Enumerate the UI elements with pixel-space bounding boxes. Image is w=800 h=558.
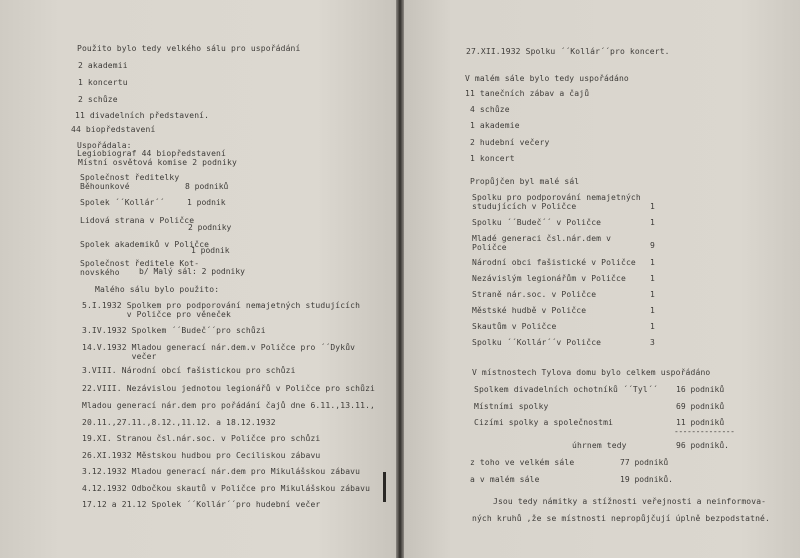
total-value: 11 podniků xyxy=(676,418,725,427)
book-gutter xyxy=(396,0,404,558)
organizer-name: Spolek akademiků v Poličce xyxy=(80,240,210,249)
small-hall-intro: Malého sálu bylo použito: xyxy=(95,285,220,294)
organizer-name: Lidová strana v Poličce xyxy=(80,216,195,225)
total-value: 69 podniků xyxy=(676,402,725,411)
event-line: 20.11.,27.11.,8.12.,11.12. a 18.12.1932 xyxy=(82,418,276,427)
lent-name: Národní obci fašistické v Poličce xyxy=(472,258,636,267)
lent-count: 1 xyxy=(650,218,655,227)
sum-value: 96 podniků. xyxy=(676,441,729,450)
organizer-value: 1 podnik xyxy=(187,198,226,207)
lent-count: 1 xyxy=(650,306,655,315)
lent-name: Městské hudbě v Poličce xyxy=(472,306,587,315)
lent-intro: Propůjčen byl malé sál xyxy=(470,177,580,186)
lent-name: Mladé generaci čsl.nár.dem v Poličce xyxy=(472,234,612,252)
event-line: 19.XI. Stranou čsl.nár.soc. v Poličce pro schůzi xyxy=(82,434,321,443)
event-line: 5.I.1932 Spolkem pro podporování nemajetných studujících v Poličce pro věneček xyxy=(82,301,361,319)
closing-line: Jsou tedy námitky a stížnosti veřejnosti a neinformova- xyxy=(493,497,767,506)
event-line: 3.IV.1932 Spolkem ´´Budeč´´pro schůzi xyxy=(82,326,266,335)
event-line: 3.VIII. Národní obcí fašistickou pro schůzi xyxy=(82,366,296,375)
organizer-name: Společnost ředitele Kot- novského xyxy=(80,259,200,277)
event-line: 26.XI.1932 Městskou hudbou pro Ceciliskou zábavu xyxy=(82,451,321,460)
right-page xyxy=(404,0,800,558)
event-line: Mladou generací nár.dem pro pořádání čajů dne 6.11.,13.11., xyxy=(82,401,376,410)
usage-item: 11 divadelních představení. xyxy=(75,111,210,120)
organizer-value: 2 podniky xyxy=(188,223,232,232)
lent-name: Spolku pro podporování nemajetných studujících v Poličce xyxy=(472,193,641,211)
lent-count: 9 xyxy=(650,241,655,250)
lent-name: Spolku ´´Kollár´´v Poličce xyxy=(472,338,602,347)
organizer-name: Místní osvětová komise 2 podniky xyxy=(78,158,237,167)
lent-count: 1 xyxy=(650,322,655,331)
of-which-name: a v malém sále xyxy=(470,475,540,484)
lent-name: Skautům v Poličce xyxy=(472,322,557,331)
event-line: 17.12 a 21.12 Spolek ´´Kollár´´pro hudební večer xyxy=(82,500,321,509)
organizer-value: 1 podnik xyxy=(191,246,230,255)
summary-item: 1 akademie xyxy=(470,121,520,130)
lent-count: 1 xyxy=(650,274,655,283)
summary-item: 2 hudební večery xyxy=(470,138,550,147)
lent-name: Straně nár.soc. v Poličce xyxy=(472,290,597,299)
total-value: 16 podniků xyxy=(676,385,725,394)
total-name: Cizími spolky a společnostmi xyxy=(474,418,614,427)
organizer-name: Spolek ´´Kollár´´ xyxy=(80,198,165,207)
lent-count: 1 xyxy=(650,202,655,211)
organizers-label: Uspořádala: xyxy=(77,141,132,150)
lent-name: Spolku ´´Budeč´´ v Poličce xyxy=(472,218,602,227)
intro-line: Použito bylo tedy velkého sálu pro uspořádání xyxy=(77,44,301,53)
usage-item: 44 biopředstavení xyxy=(71,125,156,134)
lent-count: 3 xyxy=(650,338,655,347)
total-intro: V místnostech Tylova domu bylo celkem uspořádáno xyxy=(472,368,711,377)
total-name: Místními spolky xyxy=(474,402,549,411)
event-line: 3.12.1932 Mladou generací nár.dem pro Mikulášskou zábavu xyxy=(82,467,361,476)
of-which-value: 77 podniků xyxy=(620,458,669,467)
usage-item: 2 schůze xyxy=(78,95,118,104)
event-line: 14.V.1932 Mladou generací nár.dem.v Poličce pro ´´Dykův večer xyxy=(82,343,356,361)
of-which-name: z toho ve velkém sále xyxy=(470,458,575,467)
sum-rule: -------------- xyxy=(674,427,735,436)
organizer-name: Společnost ředitelky Běhounkové xyxy=(80,173,180,191)
lent-count: 1 xyxy=(650,258,655,267)
lent-name: Nezávislým legionářům v Poličce xyxy=(472,274,626,283)
event-line: 22.VIII. Nezávislou jednotou legionářů v Poličce pro schůzi xyxy=(82,384,376,393)
summary-item: 4 schůze xyxy=(470,105,510,114)
left-page xyxy=(0,0,396,558)
total-name: Spolkem divadelních ochotníků ´´Tyl´´ xyxy=(474,385,658,394)
usage-item: 2 akademii xyxy=(78,61,128,70)
organizer-value: 8 podniků xyxy=(185,182,229,191)
summary-item: 11 tanečních zábav a čajů xyxy=(465,89,590,98)
summary-intro: V malém sále bylo tedy uspořádáno xyxy=(465,74,629,83)
binding-clip xyxy=(383,472,386,502)
sum-label: úhrnem tedy xyxy=(572,441,627,450)
usage-item: 1 koncertu xyxy=(78,78,128,87)
first-line: 27.XII.1932 Spolku ´´Kollár´´pro koncert. xyxy=(466,47,670,56)
of-which-value: 19 podniků. xyxy=(620,475,673,484)
organizer-value: b/ Malý sál: 2 podniky xyxy=(139,267,245,276)
lent-count: 1 xyxy=(650,290,655,299)
event-line: 4.12.1932 Odbočkou skautů v Poličce pro Mikulášskou zábavu xyxy=(82,484,371,493)
summary-item: 1 koncert xyxy=(470,154,515,163)
organizer-name: Legiobiograf 44 biopředstavení xyxy=(77,149,226,158)
closing-line: ných kruhů ,že se místnosti nepropůjčují úplně bezpodstatné. xyxy=(472,514,770,523)
